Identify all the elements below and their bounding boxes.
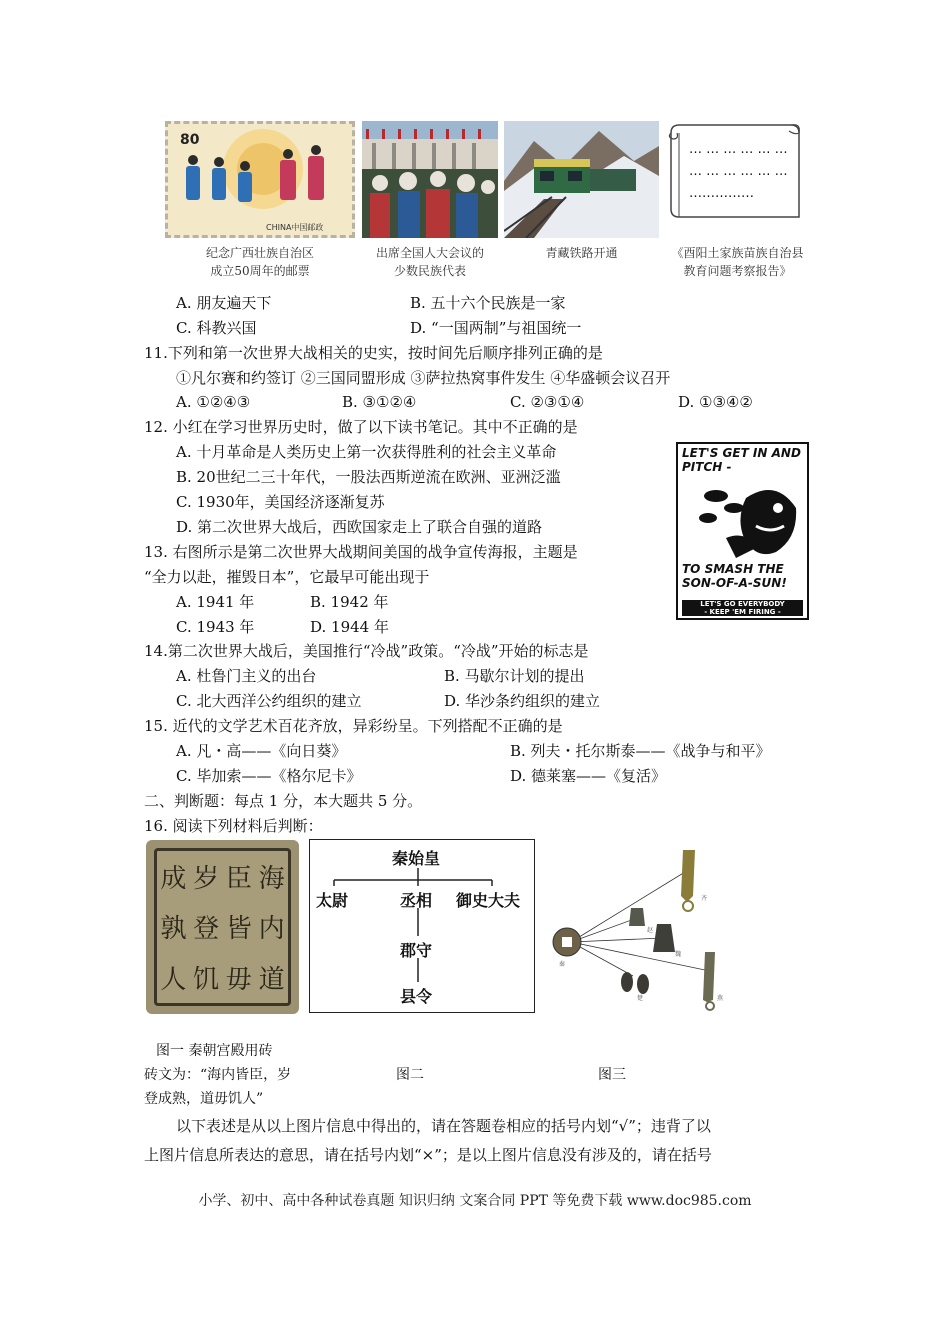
q10-option-a: A. 朋友遍天下 <box>176 294 272 312</box>
brick-char: 皆 <box>225 914 252 945</box>
q13-option-a: A. 1941 年 <box>176 593 255 611</box>
coin-label-wei: 魏 <box>675 951 682 958</box>
org-censor: 御史大夫 <box>456 891 521 910</box>
brick-char: 登 <box>193 914 220 945</box>
caption-railway-line1: 青藏铁路开通 <box>545 246 618 260</box>
instructions-line-2: 上图片信息所表达的意思，请在括号内划“×”；是以上图片信息没有涉及的，请在括号 <box>144 1146 712 1164</box>
poster-bottom-text: TO SMASH THE SON-OF-A-SUN! <box>682 562 787 590</box>
org-commandery: 郡守 <box>400 941 433 960</box>
q15-option-d: D. 德莱塞——《复活》 <box>510 767 667 785</box>
q14-option-a: A. 杜鲁门主义的出台 <box>176 667 317 685</box>
brick-char: 岁 <box>193 863 220 894</box>
coin-label-qi: 齐 <box>701 895 708 902</box>
scroll-report-image <box>665 121 803 221</box>
q11-option-a: A. ①②④③ <box>176 393 251 411</box>
q14-stem: 14.第二次世界大战后，美国推行“冷战”政策。“冷战”开始的标志是 <box>144 642 589 660</box>
fig1-text-1: 砖文为：“海内皆臣，岁 <box>144 1067 292 1083</box>
coin-label-zhao: 赵 <box>647 927 654 934</box>
caption-report-line2: 教育问题考察报告》 <box>683 264 792 278</box>
brick-char: 孰 <box>160 914 187 945</box>
scroll-line-3: …………… <box>689 186 754 201</box>
railway-photo <box>504 121 659 238</box>
q12-stem: 12. 小红在学习世界历史时，做了以下读书笔记。其中不正确的是 <box>144 418 578 436</box>
brick-char: 海 <box>258 863 285 894</box>
poster-band-line1: LET'S GO EVERYBODY <box>700 600 785 608</box>
brick-char: 内 <box>258 914 285 945</box>
caption-congress-line2: 少数民族代表 <box>393 264 466 278</box>
page-footer: 小学、初中、高中各种试卷真题 知识归纳 文案合同 PPT 等免费下载 www.doc985.com <box>198 1193 752 1209</box>
caption-congress <box>352 244 508 280</box>
q16-stem: 16. 阅读下列材料后判断： <box>144 817 323 835</box>
qin-brick-image <box>146 840 299 1014</box>
brick-char: 人 <box>160 965 187 996</box>
q13-option-c: C. 1943 年 <box>176 618 255 636</box>
coin-label-yan: 燕 <box>717 995 724 1002</box>
qin-coins-image <box>545 840 745 1014</box>
q12-option-d: D. 第二次世界大战后，西欧国家走上了联合自强的道路 <box>176 518 543 536</box>
fig1-text-2: 登成熟，道毋饥人” <box>144 1091 264 1107</box>
org-taiwei: 太尉 <box>316 891 349 910</box>
org-county: 县令 <box>400 987 433 1006</box>
q11-option-c: C. ②③①④ <box>510 393 585 411</box>
q15-stem: 15. 近代的文学艺术百花齐放，异彩纷呈。下列搭配不正确的是 <box>144 717 563 735</box>
fig2-caption: 图二 <box>396 1067 424 1083</box>
congress-photo <box>362 121 498 238</box>
q11-stem: 11.下列和第一次世界大战相关的史实，按时间先后顺序排列正确的是 <box>144 344 603 362</box>
coin-label-qin: 秦 <box>559 961 566 968</box>
caption-stamp <box>160 244 360 280</box>
stamp-image <box>165 121 355 238</box>
fig3-caption: 图三 <box>598 1067 626 1083</box>
q12-option-a: A. 十月革命是人类历史上第一次获得胜利的社会主义革命 <box>176 443 557 461</box>
q14-option-d: D. 华沙条约组织的建立 <box>444 692 601 710</box>
q13-option-d: D. 1944 年 <box>310 618 389 636</box>
brick-char: 毋 <box>225 965 252 996</box>
stamp-value: 80 <box>180 132 200 148</box>
instructions-line-1: 以下表述是从以上图片信息中得出的，请在答题卷相应的括号内划“√”；违背了以 <box>176 1117 711 1135</box>
org-emperor: 秦始皇 <box>392 849 441 868</box>
brick-char: 道 <box>258 965 285 996</box>
qin-org-chart <box>309 839 535 1013</box>
q12-option-c: C. 1930年，美国经济逐渐复苏 <box>176 493 385 511</box>
brick-char: 成 <box>160 863 187 894</box>
q13-stem-1: 13. 右图所示是第二次世界大战期间美国的战争宣传海报，主题是 <box>144 543 578 561</box>
coin-label-chu: 楚 <box>637 995 644 1002</box>
q11-items: ①凡尔赛和约签订 ②三国同盟形成 ③萨拉热窝事件发生 ④华盛顿会议召开 <box>176 369 671 387</box>
caption-stamp-line2: 成立50周年的邮票 <box>210 264 310 278</box>
scroll-line-1: … … … … … … <box>689 142 788 157</box>
poster-band-line2: - KEEP 'EM FIRING - <box>704 608 781 616</box>
brick-char: 饥 <box>193 965 220 996</box>
caption-railway <box>504 244 659 262</box>
poster-band <box>682 600 803 616</box>
org-chancellor: 丞相 <box>400 891 433 910</box>
caption-report-line1: 《酉阳土家族苗族自治县 <box>671 246 804 260</box>
brick-char: 臣 <box>225 863 252 894</box>
q11-option-d: D. ①③④② <box>678 393 753 411</box>
q13-stem-2: “全力以赴，摧毁日本”，它最早可能出现于 <box>144 568 430 586</box>
q14-option-c: C. 北大西洋公约组织的建立 <box>176 692 362 710</box>
scroll-line-2: … … … … … … <box>689 164 788 179</box>
q10-option-c: C. 科教兴国 <box>176 319 257 337</box>
q10-option-d: D. “一国两制”与祖国统一 <box>410 319 582 337</box>
q11-option-b: B. ③①②④ <box>342 393 417 411</box>
q12-option-b: B. 20世纪二三十年代，一股法西斯逆流在欧洲、亚洲泛滥 <box>176 468 561 486</box>
q15-option-b: B. 列夫・托尔斯泰——《战争与和平》 <box>510 742 771 760</box>
q15-option-a: A. 凡・高——《向日葵》 <box>176 742 347 760</box>
q14-option-b: B. 马歇尔计划的提出 <box>444 667 585 685</box>
q10-option-b: B. 五十六个民族是一家 <box>410 294 566 312</box>
q13-option-b: B. 1942 年 <box>310 593 389 611</box>
stamp-brand: CHINA中国邮政 <box>266 223 324 232</box>
war-poster <box>676 442 809 620</box>
q15-option-c: C. 毕加索——《格尔尼卡》 <box>176 767 362 785</box>
caption-stamp-line1: 纪念广西壮族自治区 <box>205 246 314 260</box>
section-2-heading: 二、判断题：每点 1 分，本大题共 5 分。 <box>144 792 423 810</box>
fig1-caption: 图一 秦朝宫殿用砖 <box>156 1043 273 1059</box>
brick-inscription <box>154 848 291 1006</box>
caption-report <box>655 244 820 280</box>
caption-congress-line1: 出席全国人大会议的 <box>375 246 484 260</box>
poster-top-text: LET'S GET IN AND PITCH - <box>682 446 801 474</box>
